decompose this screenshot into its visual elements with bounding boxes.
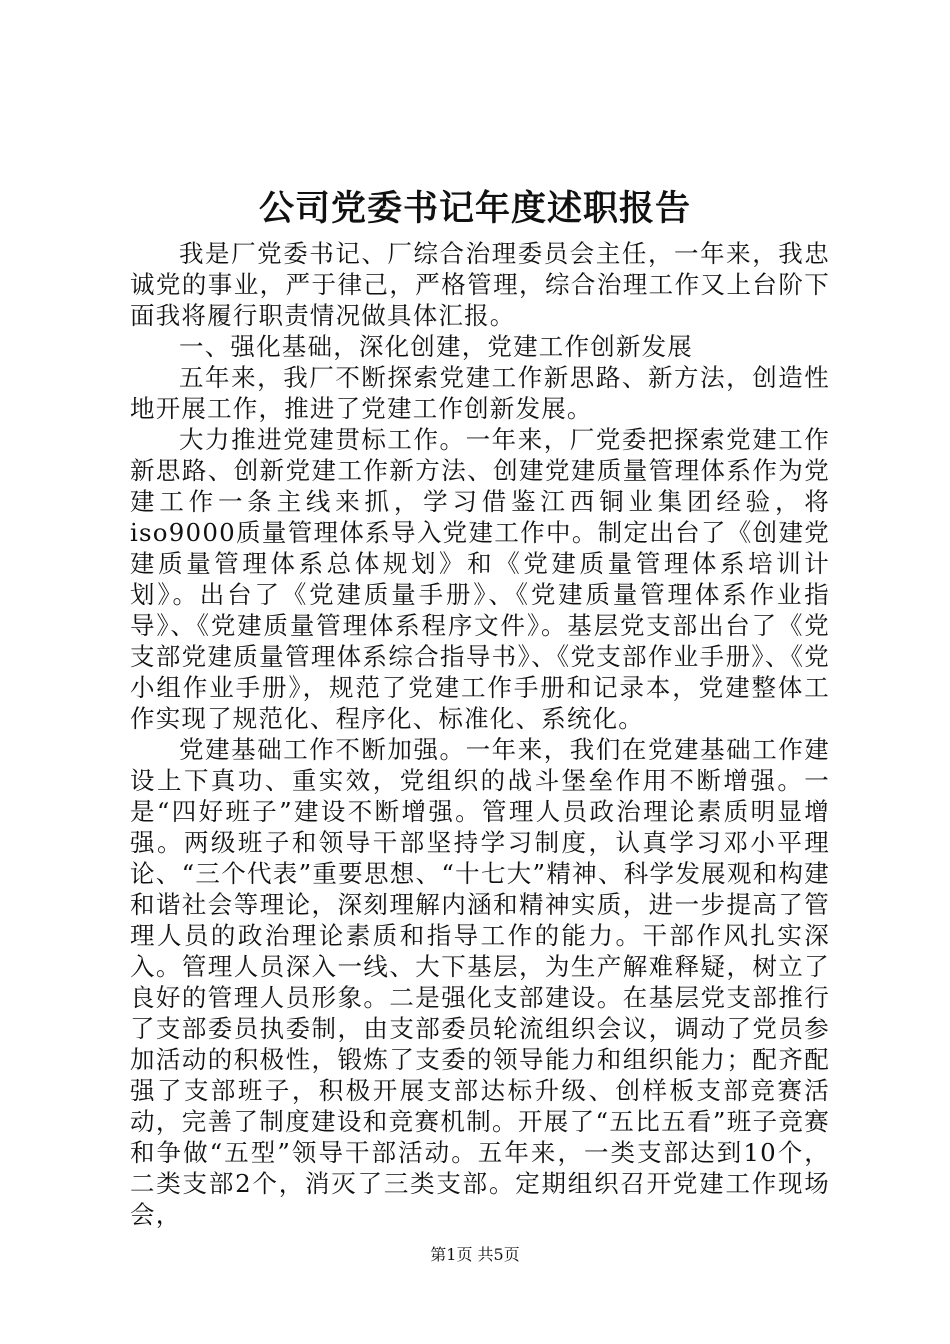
document-title: 公司党委书记年度述职报告 [258, 188, 691, 229]
paragraph-standards: 大力推进党建贯标工作。一年来，厂党委把探索党建工作新思路、创新党建工作新方法、创建党建质量管理体系作为党建工作一条主线来抓，学习借鉴江西铜业集团经验，将iso9000质量管理体系导入党建工作中。制定出台了《创建党建质量管理体系总体规划》和《党建质量管理体系培训计划》。出台了《党建质量手册》、《党建质量管理体系作业指导》、《党建质量管理体系程序文件》。基层党支部出台了《党支部党建质量管理体系综合指导书》、《党支部作业手册》、《党小组作业手册》，规范了党建工作手册和记录本，党建整体工作实现了规范化、程序化、标准化、系统化。 [130, 425, 830, 733]
section-heading: 一、强化基础，深化创建，党建工作创新发展 [179, 332, 693, 361]
paragraph-five-years: 五年来，我厂不断探索党建工作新思路、新方法，创造性地开展工作，推进了党建工作创新发展。 [130, 363, 830, 423]
document-body [130, 238, 830, 1230]
paragraph-intro: 我是厂党委书记、厂综合治理委员会主任，一年来，我忠诚党的事业，严于律己，严格管理，综合治理工作又上台阶下面我将履行职责情况做具体汇报。 [130, 239, 830, 330]
page-footer: 第1页 共5页 [430, 1245, 520, 1264]
paragraph-foundation: 党建基础工作不断加强。一年来，我们在党建基础工作建设上下真功、重实效，党组织的战斗堡垒作用不断增强。一是“四好班子”建设不断增强。管理人员政治理论素质明显增强。两级班子和领导干部坚持学习制度，认真学习邓小平理论、“三个代表”重要思想、“十七大”精神、科学发展观和构建和谐社会等理论，深刻理解内涵和精神实质，进一步提高了管理人员的政治理论素质和指导工作的能力。干部作风扎实深入。管理人员深入一线、大下基层，为生产解难释疑，树立了良好的管理人员形象。二是强化支部建设。在基层党支部推行了支部委员执委制，由支部委员轮流组织会议，调动了党员参加活动的积极性，锻炼了支委的领导能力和组织能力；配齐配强了支部班子，积极开展支部达标升级、创样板支部竞赛活动，完善了制度建设和竞赛机制。开展了“五比五看”班子竞赛和争做“五型”领导干部活动。五年来，一类支部达到10个，二类支部2个，消灭了三类支部。定期组织召开党建工作现场会， [130, 735, 830, 1229]
